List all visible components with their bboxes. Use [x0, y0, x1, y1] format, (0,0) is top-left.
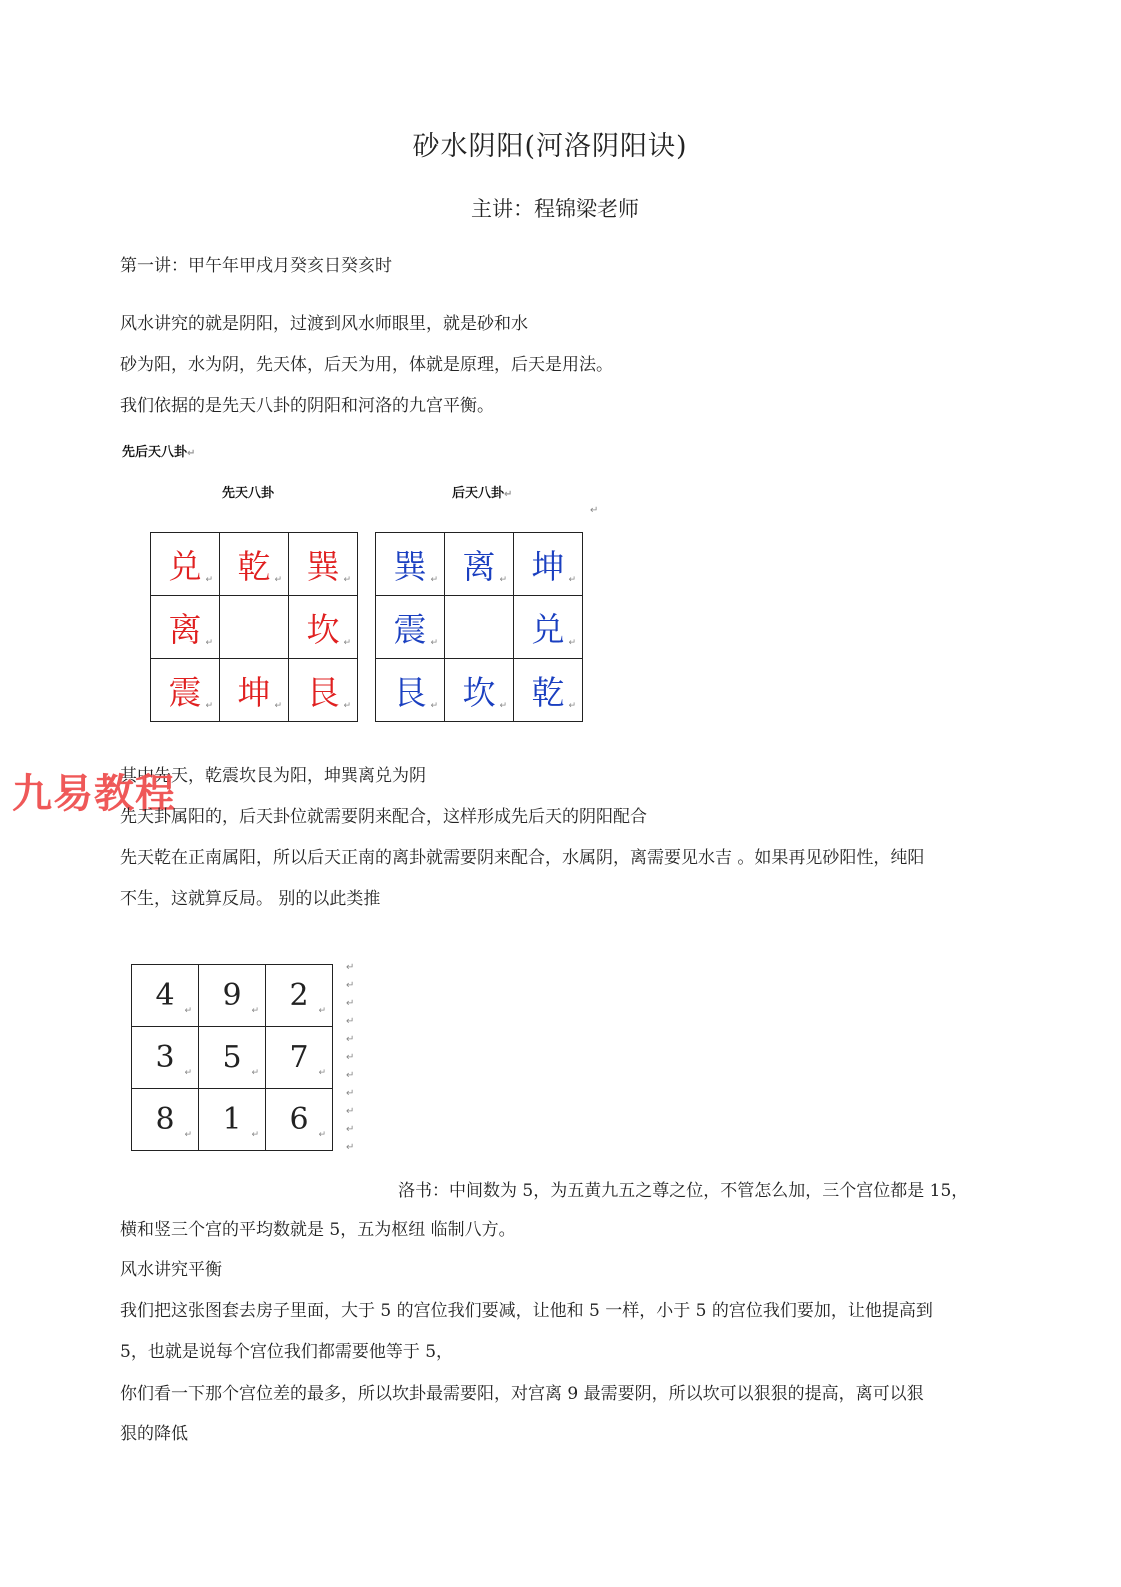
grid-cell: 坎 ↵: [289, 596, 358, 659]
grid-cell: 2 ↵: [266, 965, 333, 1027]
grid-cell: [445, 596, 514, 659]
diagram-heading: [122, 441, 195, 460]
para3-line-4: 我们把这张图套去房子里面，大于 5 的宫位我们要减，让他和 5 一样，小于 5 的宫位我们要加，让他提高到: [120, 1301, 933, 1321]
para2-line-1: 其中先天，乾震坎艮为阳，坤巽离兑为阴: [120, 766, 426, 786]
grid-cell: 8 ↵: [132, 1089, 199, 1151]
page-title: 砂水阴阳(河洛阴阳诀): [412, 131, 688, 162]
grid-cell: 乾 ↵: [220, 533, 289, 596]
grid-cell: 艮 ↵: [289, 659, 358, 722]
xiantian-bagua-grid: [150, 532, 358, 722]
grid-cell: 3 ↵: [132, 1027, 199, 1089]
watermark-logo: 九易教程: [12, 771, 176, 817]
intro-line-3: 我们依据的是先天八卦的阴阳和河洛的九宫平衡。: [120, 396, 494, 416]
grid-cell: 1 ↵: [199, 1089, 266, 1151]
para3-line-6: 你们看一下那个宫位差的最多，所以坎卦最需要阳，对宫离 9 最需要阴，所以坎可以狠狠的提高，离可以狠: [120, 1384, 924, 1404]
grid-cell: 震 ↵: [151, 659, 220, 722]
grid-cell: 巽 ↵: [289, 533, 358, 596]
grid-cell: 坤 ↵: [514, 533, 583, 596]
loshu-grid: [131, 964, 333, 1151]
para3-line-5: 5，也就是说每个宫位我们都需要他等于 5，: [120, 1342, 454, 1362]
grid-cell: 离 ↵: [151, 596, 220, 659]
intro-line-2: 砂为阳，水为阴，先天体，后天为用，体就是原理，后天是用法。: [120, 355, 613, 375]
lecture-heading: 第一讲：甲午年甲戌月癸亥日癸亥时: [120, 256, 392, 276]
para2-line-2: 先天卦属阳的，后天卦位就需要阴来配合，这样形成先后天的阴阳配合: [120, 807, 647, 827]
houtian-label-wrap: [452, 482, 512, 501]
para3-line-3: 风水讲究平衡: [120, 1260, 222, 1280]
para2-line-4: 不生，这就算反局。 别的以此类推: [120, 889, 381, 909]
grid-cell: 坤 ↵: [220, 659, 289, 722]
houtian-bagua-grid: [375, 532, 583, 722]
grid-cell: 离 ↵: [445, 533, 514, 596]
para3-line-7: 狠的降低: [120, 1424, 188, 1444]
diagram-heading-text: 先后天八卦: [122, 445, 188, 460]
return-mark: ↵: [590, 505, 599, 516]
grid-cell: 9 ↵: [199, 965, 266, 1027]
grid-cell: [220, 596, 289, 659]
grid-cell: 5 ↵: [199, 1027, 266, 1089]
xiantian-label: 先天八卦: [222, 486, 275, 501]
grid-cell: 6 ↵: [266, 1089, 333, 1151]
grid-cell: 兑 ↵: [514, 596, 583, 659]
page-subtitle: 主讲：程锦梁老师: [471, 197, 639, 221]
intro-line-1: 风水讲究的就是阴阳，过渡到风水师眼里，就是砂和水: [120, 314, 528, 334]
para2-line-3: 先天乾在正南属阳，所以后天正南的离卦就需要阴来配合，水属阴，离需要见水吉 。如果再见砂阳性，纯阳: [120, 848, 925, 868]
return-mark: ↵: [504, 489, 513, 500]
grid-cell: 乾 ↵: [514, 659, 583, 722]
grid-cell: 7 ↵: [266, 1027, 333, 1089]
para3-line-1: 洛书：中间数为 5，为五黄九五之尊之位，不管怎么加，三个宫位都是 15，: [398, 1181, 969, 1201]
grid-cell: 艮 ↵: [376, 659, 445, 722]
grid-cell: 震 ↵: [376, 596, 445, 659]
grid-cell: 兑 ↵: [151, 533, 220, 596]
grid-cell: 坎 ↵: [445, 659, 514, 722]
return-mark: ↵: [187, 448, 196, 459]
grid-cell: 巽 ↵: [376, 533, 445, 596]
houtian-label: 后天八卦: [452, 486, 505, 501]
para3-line-2: 横和竖三个宫的平均数就是 5，五为枢纽 临制八方。: [120, 1220, 516, 1240]
grid-cell: 4 ↵: [132, 965, 199, 1027]
